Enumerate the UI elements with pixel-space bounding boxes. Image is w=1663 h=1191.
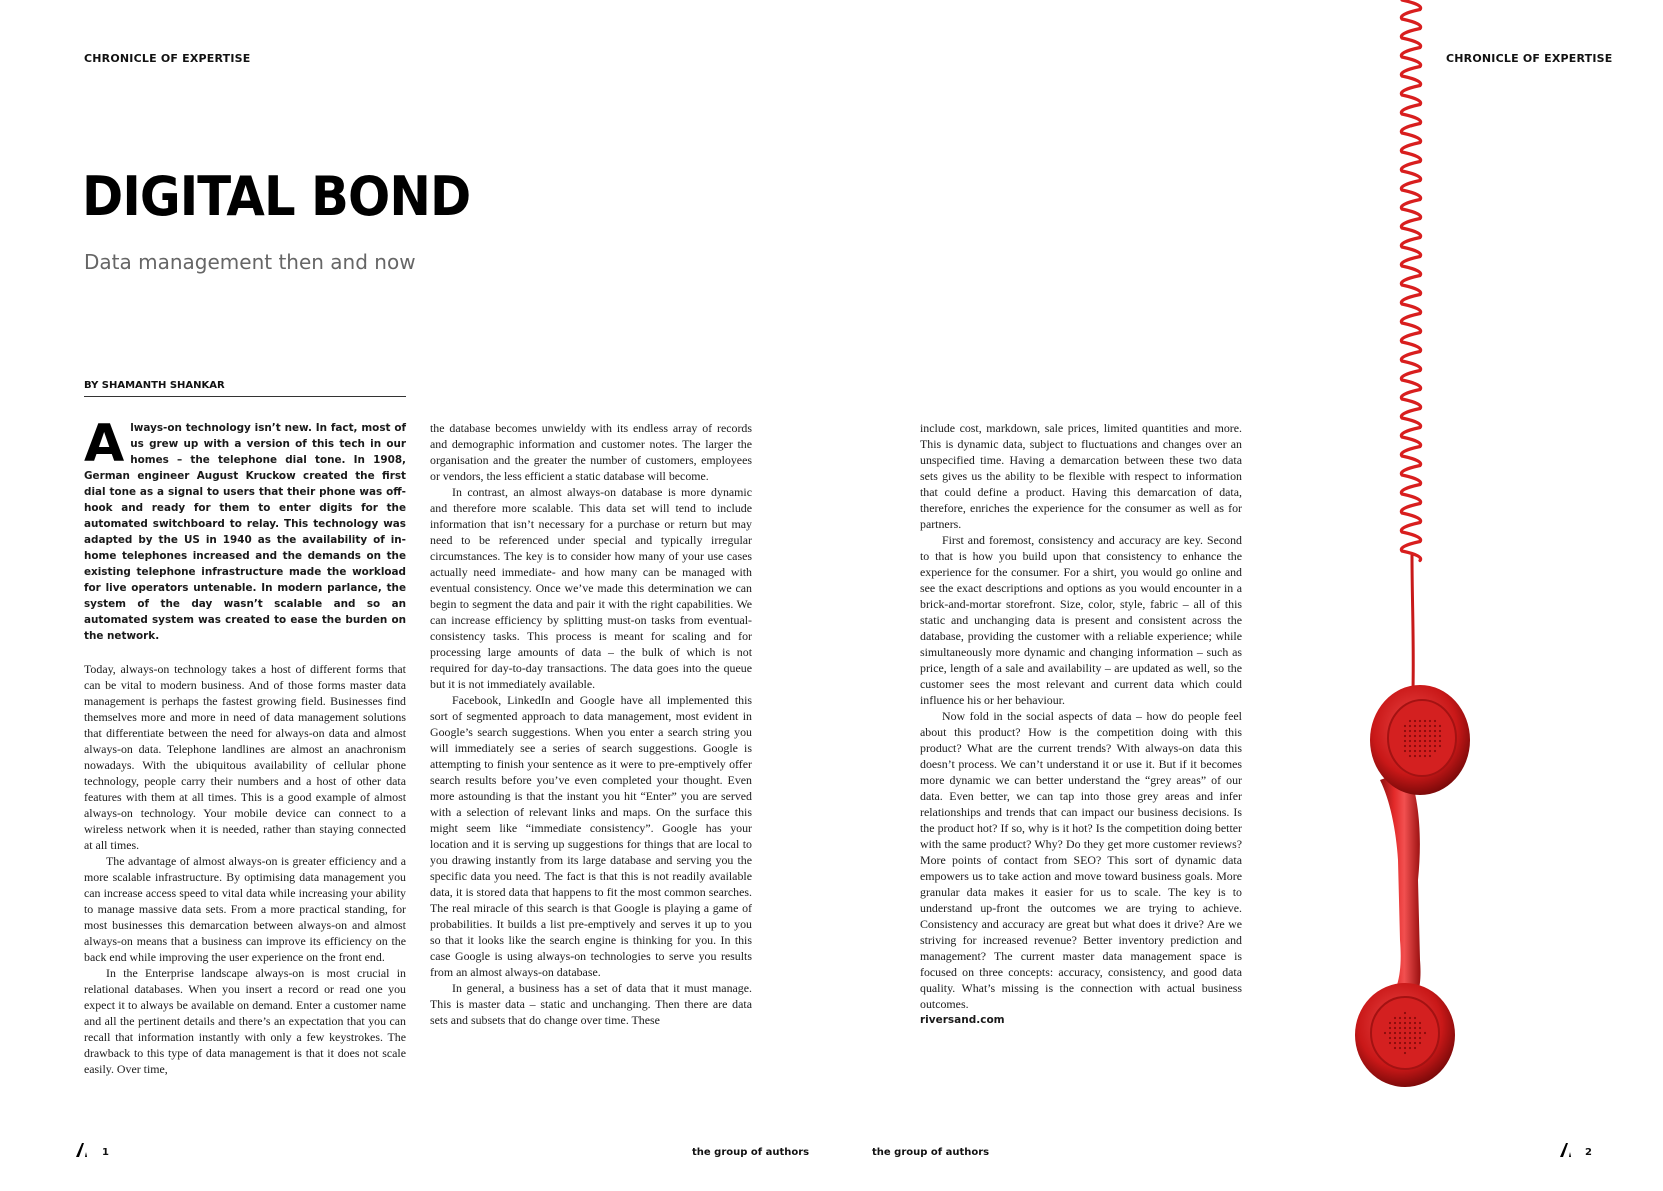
lead-text: lways-on technology isn’t new. In fact, most of us grew up with a version of this tech in our homes – the telephone dial tone. In 1908, German engineer August Kruckow created the first dial tone as a signal to users that their phone was off-hook and ready for them to enter digits for the automated switchboard to relay. This technology was adapted by the US in 1940 as the availability of in-home telephones increased and the demands on the existing telephone infrastructure made the workload for live operators untenable. In modern parlance, the system of the day wasn’t scalable and so an automated system was created to ease the burden on the network. bbox=[84, 422, 406, 642]
byline: BY SHAMANTH SHANKAR bbox=[84, 380, 406, 397]
article-title: DIGITAL BOND bbox=[82, 165, 471, 228]
running-head-left: CHRONICLE OF EXPERTISE bbox=[84, 52, 251, 65]
page-number-right: 2 bbox=[1585, 1147, 1592, 1158]
receiver-handle bbox=[1380, 770, 1421, 1005]
publisher-logo-icon bbox=[1560, 1143, 1572, 1157]
paragraph: the database becomes unwieldy with its endless array of records and demographic information and customer notes. The larger the organisation and the greater the number of customers, employees or vendors, the less efficient a static database will become. bbox=[430, 421, 752, 483]
publisher-logo-icon bbox=[76, 1143, 88, 1157]
paragraph: Today, always-on technology takes a host of different forms that can be vital to modern business. And of those forms master data management is perhaps the fastest growing field. Businesses find themselves more and more in need of data management solutions that differentiate between the need for always-on data and almost always-on data. Telephone landlines are almost an anachronism nowadays. With the ubiquitous availability of cellular phone technology, people carry their numbers and a host of other data features with them at all times. This is a good example of almost always-on technology. Your mobile device can connect to a wireless network when it is needed, rather than staying connected at all times. bbox=[84, 662, 406, 852]
paragraph: include cost, markdown, sale prices, limited quantities and more. This is dynamic data, subject to fluctuations and changes over an unspecified time. Having a demarcation between these two data sets gives us the ability to be flexible with respect to information that could define a product. Having this demarcation of data, therefore, enriches the experience for the consumer as well as for partners. bbox=[920, 421, 1242, 531]
paragraph: Facebook, LinkedIn and Google have all implemented this sort of segmented approach to data management, most evident in Google’s search suggestions. When you enter a search string you will immediately see a series of search suggestions. Google is attempting to finish your sentence as it were to pre-emptively offer search results before you’ve even completed your thought. Even more astounding is that the instant you hit “Enter” you are served with a selection of relevant links and maps. On the surface this might seem like “immediate consistency”. Google has your location and it is serving up suggestions for things that are local to you drawing instantly from its large database and serving you the specific data you need. The fact is that this is not readily available data, it is stored data that happens to fit the most common searches. The real miracle of this search is that Google is playing a game of probabilities. It builds a list pre-emptively and serves it up to you so that it looks like the search engine is thinking for you. In this case Google is using always-on technologies to serve you results from an almost always-on database. bbox=[430, 693, 752, 979]
lead-paragraph bbox=[84, 414, 406, 644]
paragraph: In general, a business has a set of data that it must manage. This is master data – static and unchanging. Then there are data sets and subsets that do change over time. These bbox=[430, 981, 752, 1027]
paragraph: In contrast, an almost always-on database is more dynamic and therefore more scalable. This data set will tend to include information that isn’t necessary for a purchase or return but may need to be referenced under special and typically irregular circumstances. The key is to consider how many of your use cases actually need immediate- and how many can be managed with eventual consistency. Once we’ve made this determination we can begin to segment the data and pair it with the right capabilities. We can increase efficiency by splitting must-on tasks from eventual-consistency tasks. This process is meant for scaling and for processing large amounts of data – the bulk of which is not required for day-to-day transactions. The data goes into the queue but it is not immediately available. bbox=[430, 485, 752, 691]
page-number-left: 1 bbox=[102, 1147, 109, 1158]
paragraph: In the Enterprise landscape always-on is most crucial in relational databases. When you insert a record or read one you expect it to always be available on demand. Enter a customer name and all the pertinent details and there’s an expectation that you can recall that information instantly with only a few keystrokes. The drawback to this type of data management is that it does not scale easily. Over time, bbox=[84, 966, 406, 1076]
article-subtitle: Data management then and now bbox=[84, 250, 416, 274]
text-column-3 bbox=[920, 420, 1242, 1028]
footer-publication-right: the group of authors bbox=[872, 1147, 990, 1158]
paragraph: First and foremost, consistency and accuracy are key. Second to that is how you build upon that consistency to enhance the experience for the consumer. For a shirt, you would go online and see the exact descriptions and options as you would encounter in a brick-and-mortar storefront. Size, color, style, fabric – all of this static and unchanging data is present and consistent across the database, providing the customer with a reliable experience; while simultaneously more dynamic and changing information – such as price, length of a sale and availability – are updated as well, so the customer sees the most relevant and current data which could influence his or her behaviour. bbox=[920, 533, 1242, 707]
text-column-1 bbox=[84, 414, 406, 1077]
text-column-2 bbox=[430, 420, 752, 1028]
paragraph: The advantage of almost always-on is greater efficiency and a more scalable infrastructure. By optimising data management you can increase access speed to vital data while increasing your ability to manage massive data sets. From a more practical standing, for most businesses this demarcation between always-on and almost always-on means that a business can improve its efficiency on the back end while improving the user experience on the front end. bbox=[84, 854, 406, 964]
drop-cap: A bbox=[84, 414, 125, 474]
website-link[interactable]: riversand.com bbox=[920, 1014, 1005, 1026]
paragraph: Now fold in the social aspects of data – how do people feel about this product? How is the competition doing with this product? What are the current trends? With always-on data this doesn’t process. We can’t understand it or use it. But if it becomes more dynamic we can better understand the “grey areas” of our data. Even better, we can tap into those grey areas and infer relationships and trends that can impact our business decisions. Is the product hot? If so, why is it hot? Is the competition doing better with the same product? Why? Do they get more customer reviews? More points of contact from SEO? This sort of dynamic data empowers us to take action and move toward business goals. More granular data makes it easier for us to scale. The key is to understand up-front the outcomes we are trying to achieve. Consistency and accuracy are great but what does it drive? Are we striving for increased revenue? Better inventory prediction and management? The current master data management space is focused on three concepts: accuracy, consistency, and good data quality. What’s missing is the connection with actual business outcomes. bbox=[920, 709, 1242, 1011]
running-head-right: CHRONICLE OF EXPERTISE bbox=[1446, 52, 1613, 65]
straight-cord bbox=[1412, 555, 1413, 690]
footer-publication-left: the group of authors bbox=[692, 1147, 810, 1158]
telephone-receiver-illustration bbox=[1350, 0, 1480, 1090]
coiled-cord bbox=[1401, 0, 1420, 561]
